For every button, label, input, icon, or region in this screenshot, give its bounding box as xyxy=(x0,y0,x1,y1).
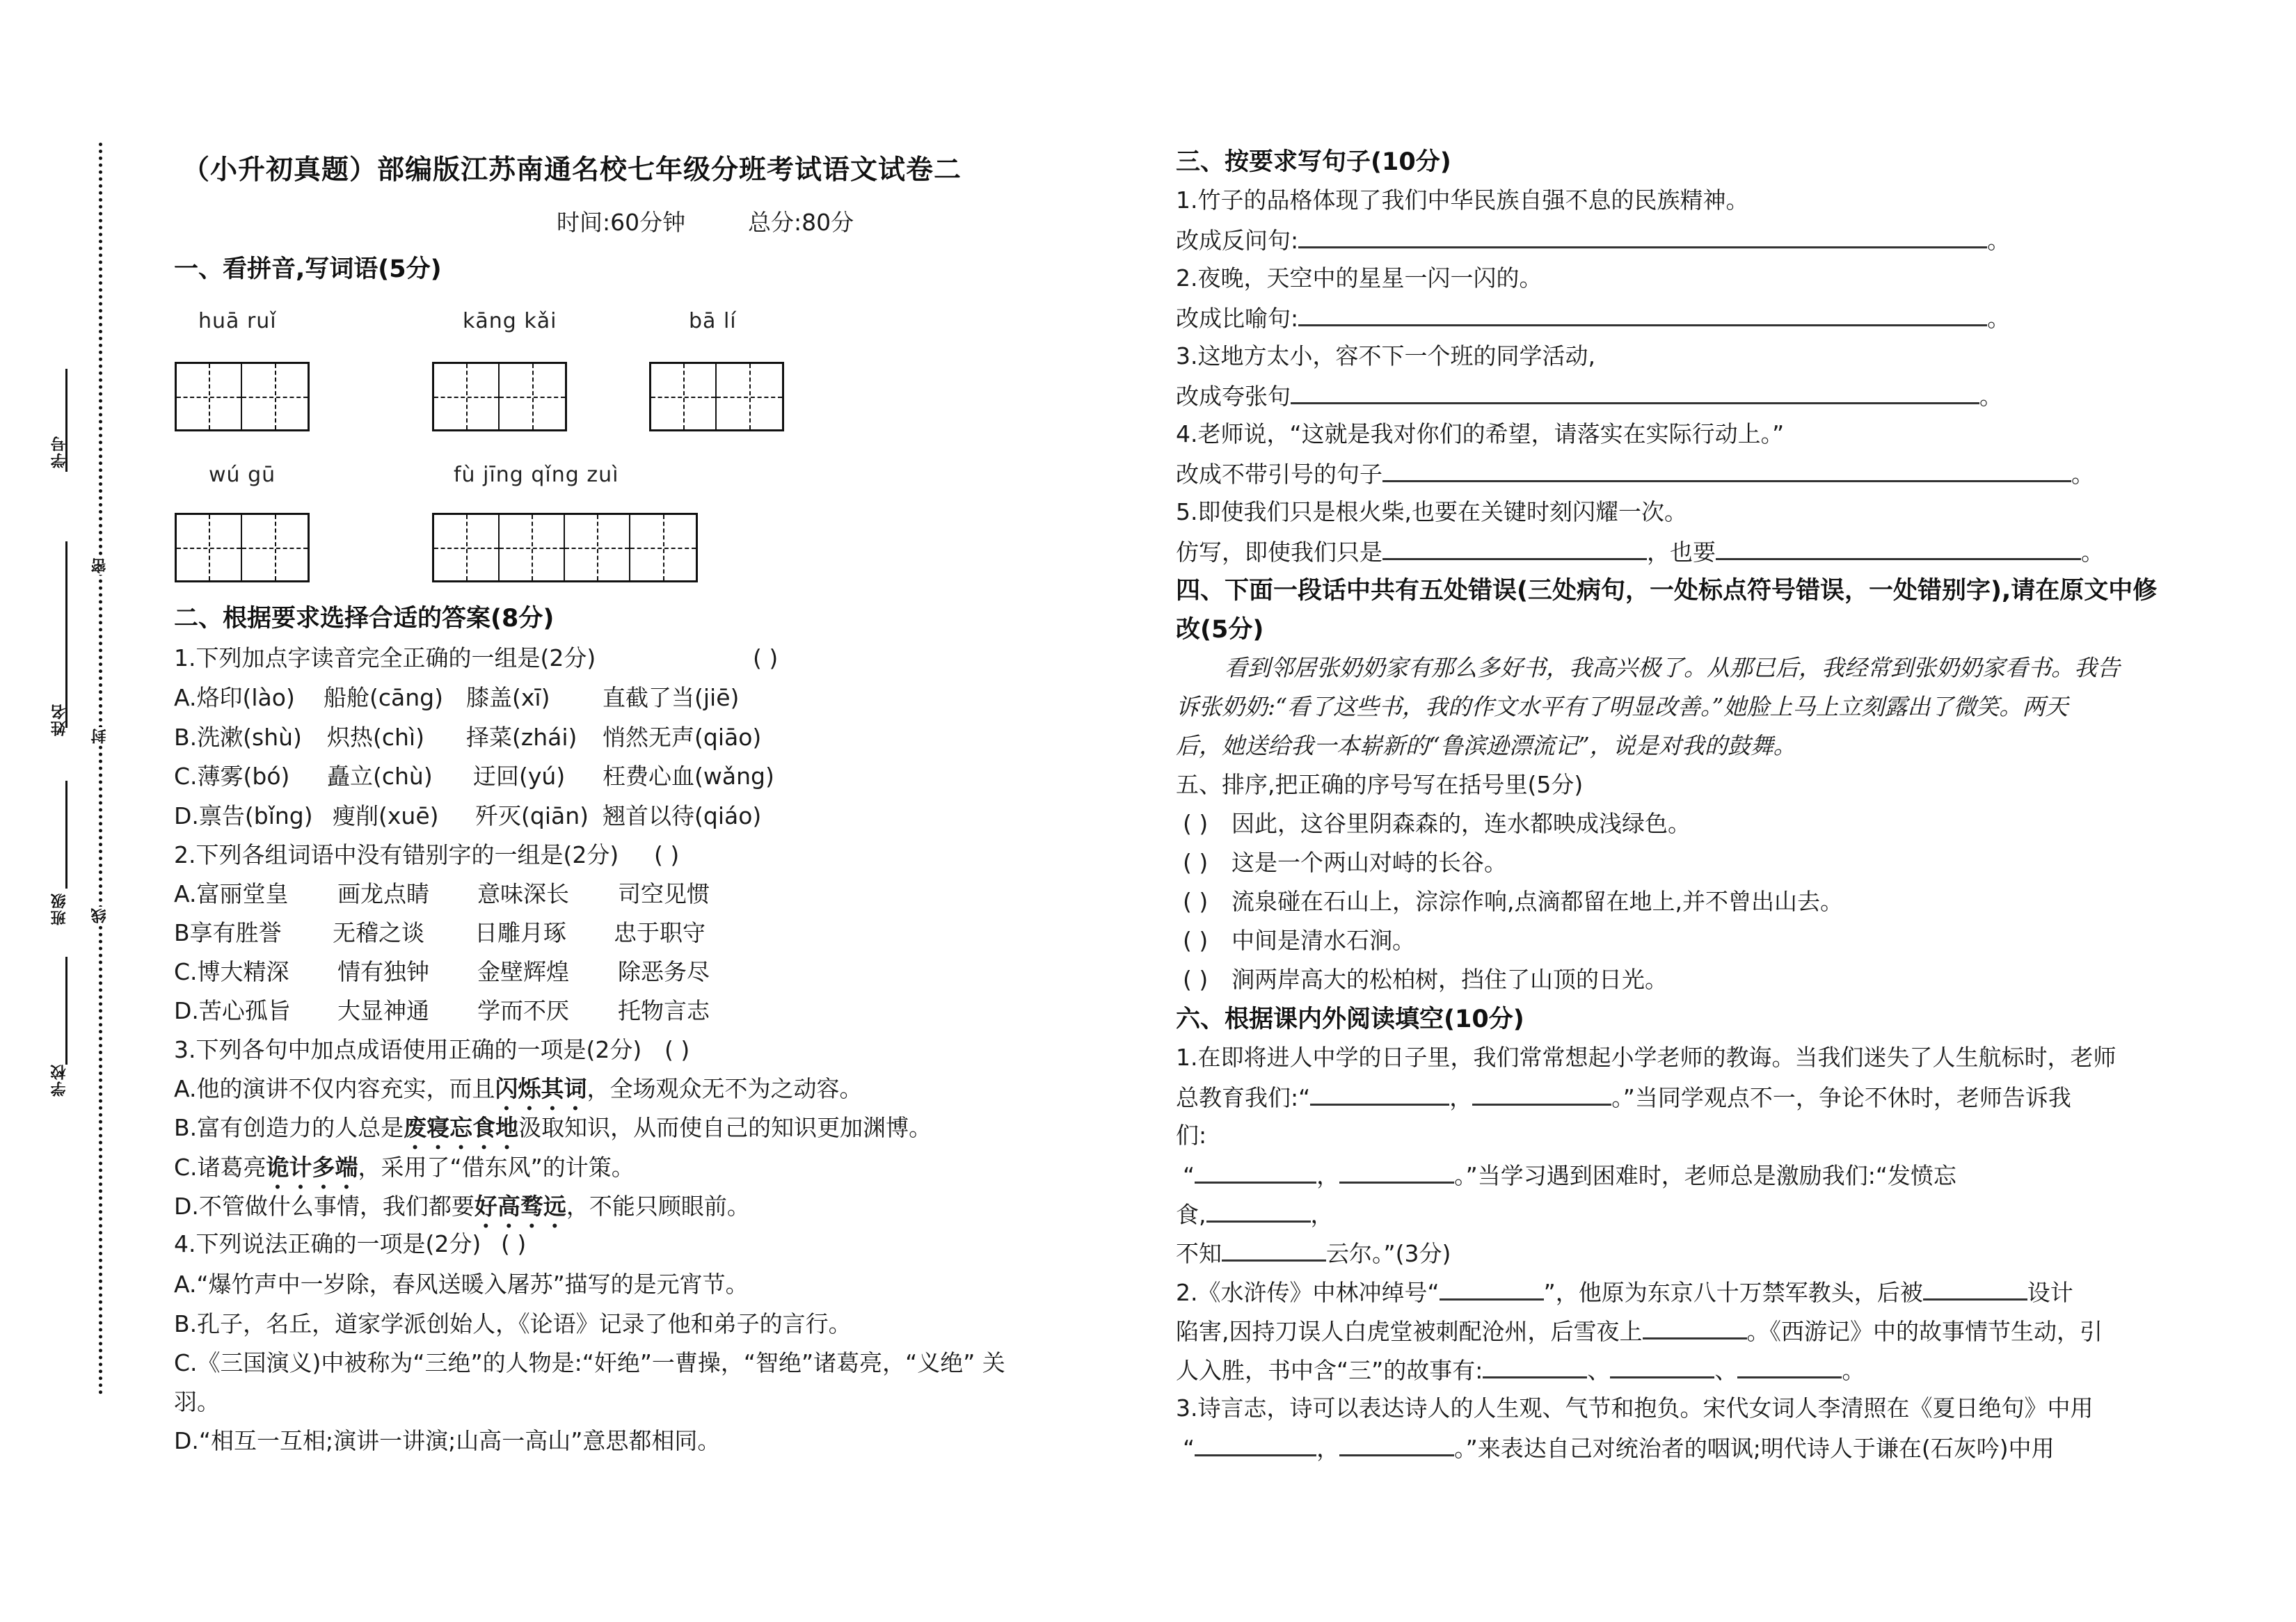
s6-q2-line xyxy=(1176,1317,2103,1346)
text: 2.《水浒传》中林冲绰号“ xyxy=(1176,1279,1440,1306)
s3-answer-5 xyxy=(1176,537,2104,566)
text: 设计 xyxy=(2027,1279,2073,1306)
s6-q2-line xyxy=(1176,1355,1865,1385)
answer-blank[interactable] xyxy=(1291,381,1979,404)
q2-3-stem: 3.下列各句中加点成语使用正确的一项是(2分) xyxy=(174,1036,642,1063)
option: 金壁辉煌 xyxy=(477,958,569,985)
text: 。”当同学观点不一，争论不休时，老师告诉我 xyxy=(1611,1084,2071,1111)
section-2-heading: 二、根据要求选择合适的答案(8分) xyxy=(174,605,555,633)
pinyin-5: fù jīng qǐng zuì xyxy=(454,463,619,487)
order-item xyxy=(1183,849,1507,877)
option: 悄然无声(qiāo) xyxy=(603,724,762,751)
writing-grid-3[interactable] xyxy=(649,362,784,431)
option: 迂回(yú) xyxy=(473,763,566,790)
option: 情有独钟 xyxy=(337,958,429,985)
text: 、 xyxy=(1714,1357,1738,1384)
text: “ xyxy=(1183,1162,1195,1189)
s3-answer-1 xyxy=(1176,225,2010,255)
seal-mark-feng: 封 xyxy=(89,727,111,745)
s3-prompt-4: 4.老师说，“这就是我对你们的希望，请落实在实际行动上。” xyxy=(1176,420,1785,447)
section-1-heading: 一、看拼音,写词语(5分) xyxy=(174,255,442,283)
option-text: C.诸葛亮 xyxy=(174,1154,266,1181)
order-paren[interactable]: ( ) xyxy=(1183,888,1209,915)
answer-blank[interactable] xyxy=(1339,1161,1454,1184)
answer-blank[interactable] xyxy=(1472,1083,1611,1106)
option: D.“相互一互相;演讲一讲演;山高一高山”意思都相同。 xyxy=(174,1427,721,1454)
text: 陷害,因持刀误人白虎堂被刺配沧州，后雪夜上 xyxy=(1176,1318,1643,1345)
option: 直截了当(jiē) xyxy=(603,684,740,711)
option: 择菜(zhái) xyxy=(466,724,577,751)
order-paren[interactable]: ( ) xyxy=(1183,810,1209,837)
s3-label: 改成比喻句: xyxy=(1176,305,1299,332)
option: A.烙印(lào) xyxy=(174,684,295,711)
order-item xyxy=(1183,927,1415,955)
emphasized-idiom: 好高骛远 xyxy=(474,1193,566,1220)
s3-prompt-1: 1.竹子的品格体现了我们中华民族自强不息的民族精神。 xyxy=(1176,186,1749,214)
answer-blank[interactable] xyxy=(1440,1278,1544,1301)
option: 学而不厌 xyxy=(477,997,569,1024)
order-item xyxy=(1183,966,1668,994)
q2-4-stem: 4.下列说法正确的一项是(2分) xyxy=(174,1230,481,1257)
text: ， xyxy=(1316,1162,1340,1189)
order-paren[interactable]: ( ) xyxy=(1183,927,1209,954)
order-item xyxy=(1183,810,1691,838)
answer-blank[interactable] xyxy=(1483,1355,1587,1378)
text: 。”当学习遇到困难时，老师总是激励我们:“发愤忘 xyxy=(1454,1162,1956,1189)
seal-mark-mi: 密 xyxy=(89,557,111,575)
class-label: 班级 xyxy=(51,892,68,925)
s6-q2-line xyxy=(1176,1278,2073,1307)
s6-q1-line xyxy=(1176,1239,1451,1268)
answer-blank[interactable] xyxy=(1716,537,2081,560)
period: 。 xyxy=(1987,227,2011,254)
text: 人入胜，书中含“三”的故事有: xyxy=(1176,1357,1483,1384)
s6-q3-line: 3.诗言志，诗可以表达诗人的人生观、气节和抱负。宋代女词人李清照在《夏日绝句》中用 xyxy=(1176,1394,2094,1422)
option: 船舱(cāng) xyxy=(324,684,443,711)
option-text: A.他的演讲不仅内容充实，而且 xyxy=(174,1075,495,1102)
option: 托物言志 xyxy=(618,997,710,1024)
s3-label: 改成不带引号的句子 xyxy=(1176,461,1382,488)
s3-prompt-3: 3.这地方太小，容不下一个班的同学活动, xyxy=(1176,342,1595,369)
option: 除恶务尽 xyxy=(618,958,710,985)
answer-blank[interactable] xyxy=(1195,1433,1316,1456)
pinyin-1: huā ruǐ xyxy=(198,309,277,333)
section-5-heading: 五、排序,把正确的序号写在括号里(5分) xyxy=(1176,771,1584,798)
option-text: ，全场观众无不为之动容。 xyxy=(587,1075,863,1102)
s3-label: 改成夸张句 xyxy=(1176,383,1291,410)
text: 云尔。”(3分) xyxy=(1326,1240,1451,1267)
option: C.薄雾(bó) xyxy=(174,763,290,790)
order-paren[interactable]: ( ) xyxy=(1183,849,1209,876)
order-item xyxy=(1183,888,1843,916)
school-label: 学校 xyxy=(51,1063,68,1097)
period: 。 xyxy=(1987,305,2011,332)
exam-total-score: 总分:80分 xyxy=(748,209,854,236)
order-text: 流泉碰在石山上，淙淙作响,点滴都留在地上,并不曾出山去。 xyxy=(1231,888,1843,915)
answer-blank[interactable] xyxy=(1923,1278,2027,1301)
school-line[interactable] xyxy=(65,957,67,1065)
option: 大显神通 xyxy=(337,997,429,1024)
section-3-heading: 三、按要求写句子(10分) xyxy=(1176,148,1451,176)
s6-q1-line xyxy=(1183,1161,1956,1190)
seal-mark-xian: 线 xyxy=(89,907,111,925)
answer-blank[interactable] xyxy=(1610,1355,1714,1378)
writing-grid-4[interactable] xyxy=(175,513,310,582)
option-continued: 羽。 xyxy=(174,1388,220,1415)
option: 忠于职守 xyxy=(614,919,705,946)
pinyin-4: wú gū xyxy=(209,463,276,487)
emphasized-idiom: 诡计多端 xyxy=(266,1154,358,1181)
section-6-heading: 六、根据课内外阅读填空(10分) xyxy=(1176,1005,1524,1033)
option: B.孔子，名丘，道家学派创始人，《论语》记录了他和弟子的言行。 xyxy=(174,1310,852,1337)
answer-blank[interactable] xyxy=(1643,1317,1747,1339)
seal-dotted-line xyxy=(99,143,102,1395)
passage-line: 看到邻居张奶奶家有那么多好书，我高兴极了。从那已后，我经常到张奶奶家看书。我告 xyxy=(1225,654,2120,681)
order-paren[interactable]: ( ) xyxy=(1183,966,1209,993)
s6-q1-line: 1.在即将进人中学的日子里，我们常常想起小学老师的教诲。当我们迷失了人生航标时，老师 xyxy=(1176,1044,2116,1071)
text: “ xyxy=(1183,1435,1195,1462)
answer-blank[interactable] xyxy=(1737,1355,1842,1378)
s3-label: ，也要 xyxy=(1647,539,1716,566)
answer-blank[interactable] xyxy=(1382,537,1647,560)
name-label: 姓名 xyxy=(51,703,68,736)
s3-answer-4 xyxy=(1176,459,2094,488)
text: ”，他原为东京八十万禁军教头，后被 xyxy=(1543,1279,1923,1306)
option: 画龙点睛 xyxy=(337,880,429,907)
text: 。”来表达自己对统治者的咽讽;明代诗人于谦在(石灰吟)中用 xyxy=(1454,1435,2055,1462)
order-text: 涧两岸高大的松柏树，挡住了山顶的日光。 xyxy=(1231,966,1668,993)
option: B享有胜誉 xyxy=(174,919,282,946)
writing-grid-2[interactable] xyxy=(432,362,567,431)
option-text: ，不能只顾眼前。 xyxy=(566,1193,750,1220)
option: 意味深长 xyxy=(477,880,569,907)
answer-blank[interactable] xyxy=(1298,225,1987,248)
q2-3-answer-paren[interactable]: ( ) xyxy=(664,1036,690,1063)
option xyxy=(174,1075,862,1116)
passage-line: 诉张奶奶:“看了这些书，我的作文水平有了明显改善。”她脸上马上立刻露出了微笑。两天 xyxy=(1176,693,2068,720)
section-4-heading-cont: 改(5分) xyxy=(1176,616,1264,644)
q2-1-stem: 1.下列加点字读音完全正确的一组是(2分) xyxy=(174,644,596,671)
writing-grid-5[interactable] xyxy=(432,513,698,582)
class-line[interactable] xyxy=(65,781,67,889)
option-text: ，采用了“借东风”的计策。 xyxy=(358,1154,635,1181)
text: ， xyxy=(1310,1201,1334,1228)
q2-4-answer-paren[interactable]: ( ) xyxy=(501,1230,527,1257)
answer-blank[interactable] xyxy=(1195,1161,1316,1184)
option-text: B.富有创造力的人总是 xyxy=(174,1114,404,1141)
text: 。《西游记》中的故事情节生动，引 xyxy=(1746,1318,2103,1345)
text: 食, xyxy=(1176,1201,1206,1228)
s3-answer-3 xyxy=(1176,381,2002,411)
period: 。 xyxy=(2081,539,2104,566)
text: 总教育我们:“ xyxy=(1176,1084,1311,1111)
order-text: 这是一个两山对峙的长谷。 xyxy=(1231,849,1507,876)
text: 、 xyxy=(1587,1357,1611,1384)
option: 日雕月琢 xyxy=(475,919,566,946)
option: 歼灭(qiān) xyxy=(475,802,589,829)
s6-q1-line: 们: xyxy=(1176,1122,1207,1149)
option: 司空见惯 xyxy=(618,880,710,907)
q2-2-stem: 2.下列各组词语中没有错别字的一组是(2分) xyxy=(174,841,619,868)
option: C.《三国演义)中被称为“三绝”的人物是:“奸绝”一曹操，“智绝”诸葛亮，“义绝” 关 xyxy=(174,1349,1005,1376)
answer-blank[interactable] xyxy=(1206,1200,1311,1223)
s6-q1-line xyxy=(1176,1200,1334,1229)
answer-blank[interactable] xyxy=(1298,303,1987,326)
s3-label: 改成反问句: xyxy=(1176,227,1299,254)
option xyxy=(174,1193,750,1234)
option: D.禀告(bǐng) xyxy=(174,802,313,829)
option: A.“爆竹声中一岁除，春风送暖入屠苏”描写的是元宵节。 xyxy=(174,1271,749,1298)
s3-prompt-5: 5.即使我们只是根火柴,也要在关键时刻闪耀一次。 xyxy=(1176,498,1687,525)
s6-q1-line xyxy=(1176,1083,2071,1112)
option: 枉费心血(wǎng) xyxy=(603,763,774,790)
period: 。 xyxy=(2071,461,2094,488)
s3-answer-2 xyxy=(1176,303,2010,333)
emphasized-idiom: 废寝忘食地 xyxy=(404,1114,519,1141)
pinyin-2: kāng kǎi xyxy=(463,309,557,333)
option: 无稽之谈 xyxy=(333,919,424,946)
q2-1-answer-paren[interactable]: ( ) xyxy=(753,644,779,671)
period: 。 xyxy=(1979,383,2002,410)
pinyin-3: bā lí xyxy=(689,309,737,333)
option-text: 汲取知识，从而使自己的知识更加渊博。 xyxy=(518,1114,932,1141)
option xyxy=(174,1154,635,1195)
option xyxy=(174,1114,932,1155)
option: 膝盖(xī) xyxy=(466,684,550,711)
option: 矗立(chù) xyxy=(327,763,433,790)
option: 瘦削(xuē) xyxy=(333,802,439,829)
exam-time: 时间:60分钟 xyxy=(557,209,686,236)
text: ， xyxy=(1316,1435,1340,1462)
answer-blank[interactable] xyxy=(1222,1239,1326,1262)
option: B.洗漱(shù) xyxy=(174,724,302,751)
option: A.富丽堂皇 xyxy=(174,880,289,907)
emphasized-idiom: 闪烁其词 xyxy=(495,1075,587,1102)
s6-q3-line xyxy=(1183,1433,2055,1463)
q2-2-answer-paren[interactable]: ( ) xyxy=(654,841,680,868)
order-text: 因此，这谷里阴森森的，连水都映成浅绿色。 xyxy=(1231,810,1691,837)
student-id-label: 学号 xyxy=(51,435,68,468)
section-4-heading: 四、下面一段话中共有五处错误(三处病句，一处标点符号错误，一处错别字),请在原文中修 xyxy=(1176,577,2158,605)
option: C.博大精深 xyxy=(174,958,289,985)
text: ， xyxy=(1449,1084,1473,1111)
text: 。 xyxy=(1842,1357,1865,1384)
name-line[interactable] xyxy=(65,541,67,728)
exam-title: （小升初真题）部编版江苏南通名校七年级分班考试语文试卷二 xyxy=(182,154,962,186)
option: 炽热(chì) xyxy=(327,724,424,751)
s3-prompt-2: 2.夜晚，天空中的星星一闪一闪的。 xyxy=(1176,264,1542,292)
passage-line: 后，她送给我一本崭新的“鲁滨逊漂流记”，说是对我的鼓舞。 xyxy=(1176,732,1796,759)
s3-label: 仿写，即使我们只是 xyxy=(1176,539,1382,566)
option: D.苦心孤旨 xyxy=(174,997,291,1024)
text: 不知 xyxy=(1176,1240,1222,1267)
writing-grid-1[interactable] xyxy=(175,362,310,431)
order-text: 中间是清水石涧。 xyxy=(1231,927,1415,954)
answer-blank[interactable] xyxy=(1339,1433,1454,1456)
option: 翘首以待(qiáo) xyxy=(603,802,762,829)
option-text: D.不管做什么事情，我们都要 xyxy=(174,1193,475,1220)
answer-blank[interactable] xyxy=(1310,1083,1449,1106)
answer-blank[interactable] xyxy=(1382,459,2071,482)
